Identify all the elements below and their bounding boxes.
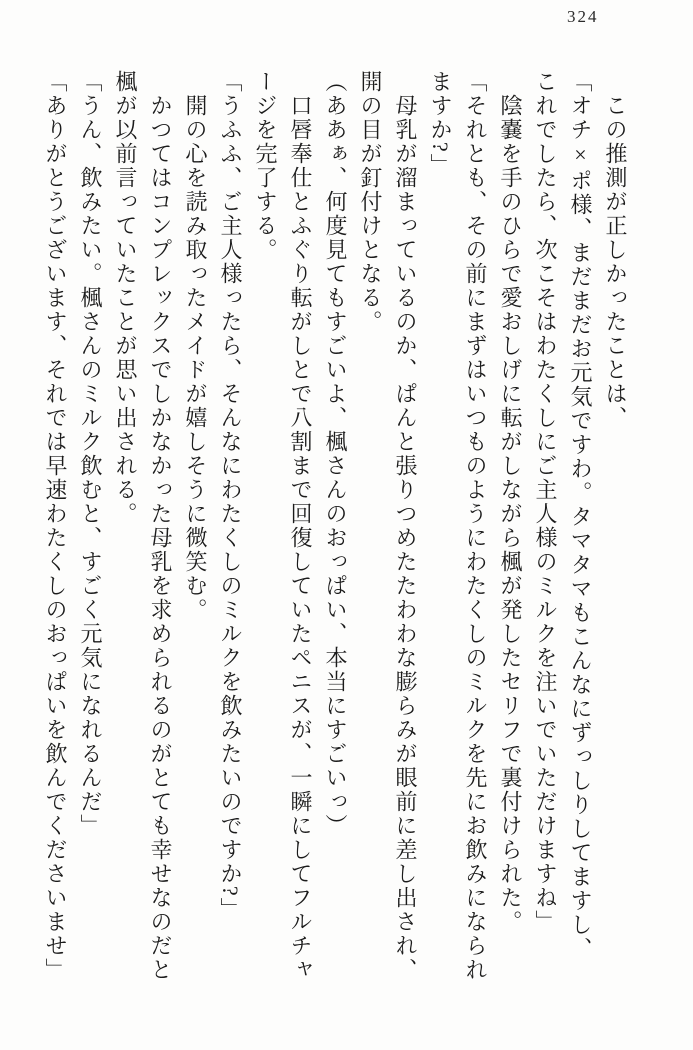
paragraph: （ああぁ、何度見てもすごいよ、楓さんのおっぱい、本当にすごいっ）	[323, 70, 348, 838]
body-text	[38, 70, 633, 984]
page-number: 324	[567, 7, 599, 26]
paragraph: 「うふふ、ご主人様ったら、そんなにわたくしのミルクを飲みたいのですか?」	[218, 70, 243, 922]
paragraph: 「それとも、その前にまずはいつものようにわたくしのミルクを先にお飲みになられますか?」	[428, 70, 488, 982]
paragraph: 「うん、飲みたい。楓さんのミルク飲むと、すごく元気になれるんだ」	[78, 70, 103, 838]
paragraph: かつてはコンプレックスでしかなかった母乳を求められるのがとても幸せなのだと楓が以前言っていたことが思い出される。	[113, 70, 173, 982]
paragraph: 陰嚢を手のひらで愛おしげに転がしながら楓が発したセリフで裏付けられた。	[498, 94, 523, 934]
paragraph: 口唇奉仕とふぐり転がしとで八割まで回復していたペニスが、一瞬にしてフルチャージを完了する。	[253, 70, 313, 982]
paragraph: 「オチ×ポ様、まだまだお元気ですわ。タマタマもこんなにずっしりしてますし、これでしたら、次こそはわたくしにご主人様のミルクを注いでいただけますね」	[533, 70, 593, 961]
paragraph: 開の心を読み取ったメイドが嬉しそうに微笑む。	[183, 94, 208, 622]
paragraph: 「ありがとうございます、それでは早速わたくしのおっぱいを飲んでくださいませ」	[43, 70, 68, 982]
paragraph: この推測が正しかったことは、	[603, 94, 628, 430]
paragraph: 母乳が溜まっているのか、ぱんと張りつめたたわわな膨らみが眼前に差し出され、開の目が釘付けとなる。	[358, 70, 418, 982]
